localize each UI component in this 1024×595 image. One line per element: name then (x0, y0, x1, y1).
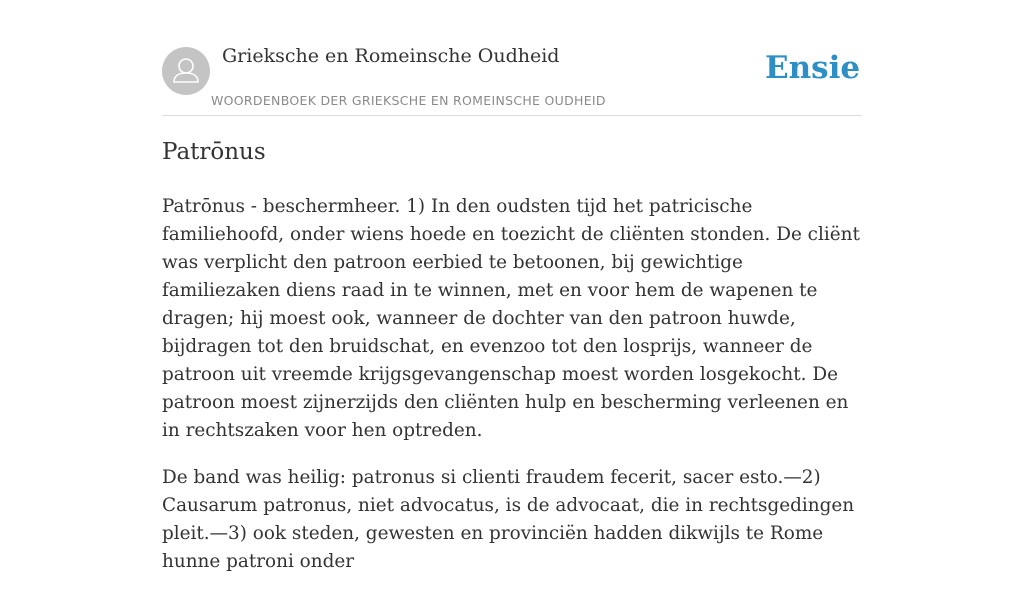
entry-paragraph: Patrōnus - beschermheer. 1) In den oudsten tijd het patricische familiehoofd, onder wiens hoede en toezicht de cliënten stonden. De cliënt was verplicht den patroon eerbied te betoonen, bij gewichtige familiezaken diens raad in te winnen, met en voor hem de wapenen te dragen; hij moest ook, wanneer de dochter van den patroon huwde, bijdragen tot den bruidschat, en evenzoo tot den losprijs, wanneer de patroon uit vreemde krijgsgevangenschap moest worden losgekocht. De patroon moest zijnerzijds den cliënten hulp en bescherming verleenen en in rechtszaken voor hen optreden. (162, 196, 860, 441)
entry-paragraph: De band was heilig: patronus si clienti fraudem fecerit, sacer esto.—2) Causarum patronus, niet advocatus, is de advocaat, die in rechtsgedingen pleit.—3) ook steden, gewesten en provinciën hadden dikwijls te Rome hunne patroni onder (162, 467, 855, 572)
source-subtitle: WOORDENBOEK DER GRIEKSCHE EN ROMEINSCHE OUDHEID (211, 93, 606, 108)
user-icon (162, 47, 210, 95)
source-avatar[interactable] (162, 47, 210, 95)
brand-logo[interactable]: Ensie (765, 50, 861, 86)
header-divider (162, 115, 862, 116)
entry-title: Patrōnus (162, 139, 266, 165)
entry-body (162, 193, 862, 595)
source-title[interactable]: Grieksche en Romeinsche Oudheid (222, 45, 560, 67)
